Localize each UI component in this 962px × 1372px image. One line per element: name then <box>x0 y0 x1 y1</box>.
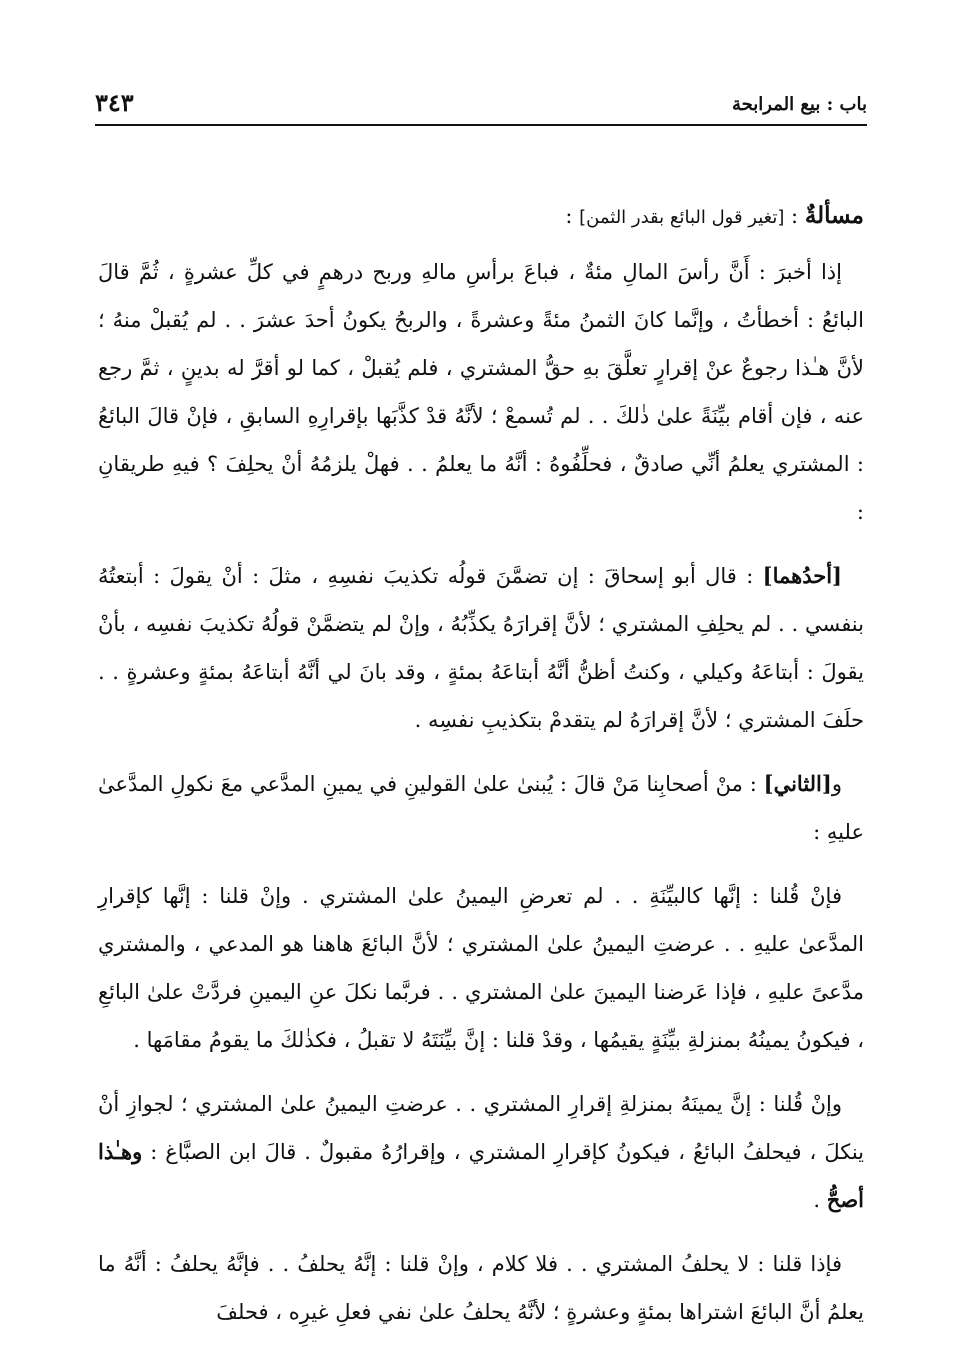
page-header <box>95 88 867 126</box>
issue-label: مسألةٌ <box>804 202 864 229</box>
first-view-label: [أحدُهما] <box>762 563 842 588</box>
page-number: ٣٤٣ <box>95 88 134 117</box>
paragraph-5 <box>98 1080 864 1224</box>
running-title: باب : بيع المرابحة <box>731 94 867 115</box>
main-text <box>98 192 864 1352</box>
paragraph-4: فإنْ قُلنا : إنَّها كالبيِّنَةِ . . لم تعرضِ اليمينُ علىٰ المشتري . وإنْ قلنا : إنَّها كإقرارِ المدَّعىٰ عليهِ . . عرضتِ اليمينُ علىٰ المشتري ؛ لأنَّ البائعَ هاهنا هو المدعي ، والمشتري مدَّعىً عليهِ ، فإذا عَرضنا اليمينَ علىٰ المشتري . . فربَّما نكلَ عنِ اليمينِ فردَّتْ علىٰ البائعِ ، فيكونُ يمينُهُ بمنزلةِ بيِّنَةٍ يقيمُها ، وقدْ قلنا : إنَّ بيِّنَتَهُ لا تقبلُ ، فكذٰلكَ ما يقومُ مقامَها . <box>98 884 864 1052</box>
paragraph-5-strong: وهـٰذا أصحُّ <box>98 1139 864 1212</box>
paragraph-6: فإذا قلنا : لا يحلفُ المشتري . . فلا كلام ، وإنْ قلنا : إنَّهُ يحلفُ . . فإنَّهُ يحلفُ : أنَّهُ ما يعلمُ أنَّ البائعَ اشتراها بمئةٍ وعشرةٍ ؛ لأنَّهُ يحلفُ علىٰ نفي فعلِ غيرِه ، فحلفَ <box>98 1252 864 1324</box>
paragraph-2 <box>98 552 864 744</box>
paragraph-5-end: . <box>813 1188 827 1212</box>
second-view-label: [الثاني] <box>763 771 832 796</box>
paragraph-2-text: : قال أبو إسحاقَ : إن تضمَّنَ قولُه تكذيبَ نفسِهِ ، مثلَ : أنْ يقولَ : أبتعتُهُ بنفسي . . لم يحلِفِ المشتري ؛ لأنَّ إقرارَهُ يكذِّبُهُ ، وإنْ لم يتضمَّنْ قولُهُ تكذيبَ نفسِه ، بأنْ يقولَ : أبتاعَهُ وكيلي ، وكنتُ أظنُّ أنَّهُ أبتاعَهُ بمئةٍ ، وقد بانَ لي أنَّهُ أبتاعَهُ بمئةٍ وعشرةٍ . . حلَفَ المشتري ؛ لأنَّ إقرارَهُ لم يتقدمْ بتكذيبِ نفسِه . <box>98 564 864 732</box>
paragraph-3 <box>98 760 864 856</box>
paragraph-3-prefix: و <box>831 772 842 796</box>
issue-heading <box>98 192 864 242</box>
issue-title: [تغير قول البائع بقدر الثمن] <box>579 207 785 228</box>
issue-separator: : <box>784 204 805 228</box>
paragraph-5-text: وإنْ قُلنا : إنَّ يمينَهُ بمنزلةِ إقرارِ المشتري . . عرضتِ اليمينُ علىٰ المشتري ؛ لجوازِ أنْ ينكلَ ، فيحلفُ البائعُ ، فيكونُ كإقرارِ المشتري ، وإقرارُهُ مقبولٌ . قالَ ابن الصبَّاغ : <box>98 1092 864 1164</box>
paragraph-1: إذا أخبرَ : أَنَّ رأسَ المالِ مئةٌ ، فباعَ برأسِ مالهِ وربح درهمٍ في كلِّ عشرةٍ ، ثُمَّ قالَ البائعُ : أخطأتُ ، وإنَّما كانَ الثمنُ مئةً وعشرةً ، والربحُ يكونُ أحدَ عشرَ . . لم يُقبلْ منهُ ؛ لأنَّ هـٰذا رجوعٌ عنْ إقرارٍ تعلَّقَ بهِ حقُّ المشتري ، فلم يُقبلْ ، كما لو أقرَّ له بدينٍ ، ثمَّ رجع عنه ، فإن أقام بيِّنَةً علىٰ ذٰلكَ . . لم تُسمعْ ؛ لأنَّهُ قدْ كذَّبَها بإقرارِهِ السابقِ ، فإنْ قالَ البائعُ : المشتري يعلمُ أنِّي صادقٌ ، فحلِّفُوهُ : أنَّهُ ما يعلمُ . . فهلْ يلزمُهُ أنْ يحلِفَ ؟ فيهِ طريقانِ : <box>98 260 864 524</box>
issue-end: : <box>565 204 580 228</box>
paragraph-3-text: : منْ أصحابِنا مَنْ قالَ : يُبنىٰ علىٰ القولينِ في يمينِ المدَّعي معَ نكولِ المدَّعىٰ عليهِ : <box>98 772 864 844</box>
